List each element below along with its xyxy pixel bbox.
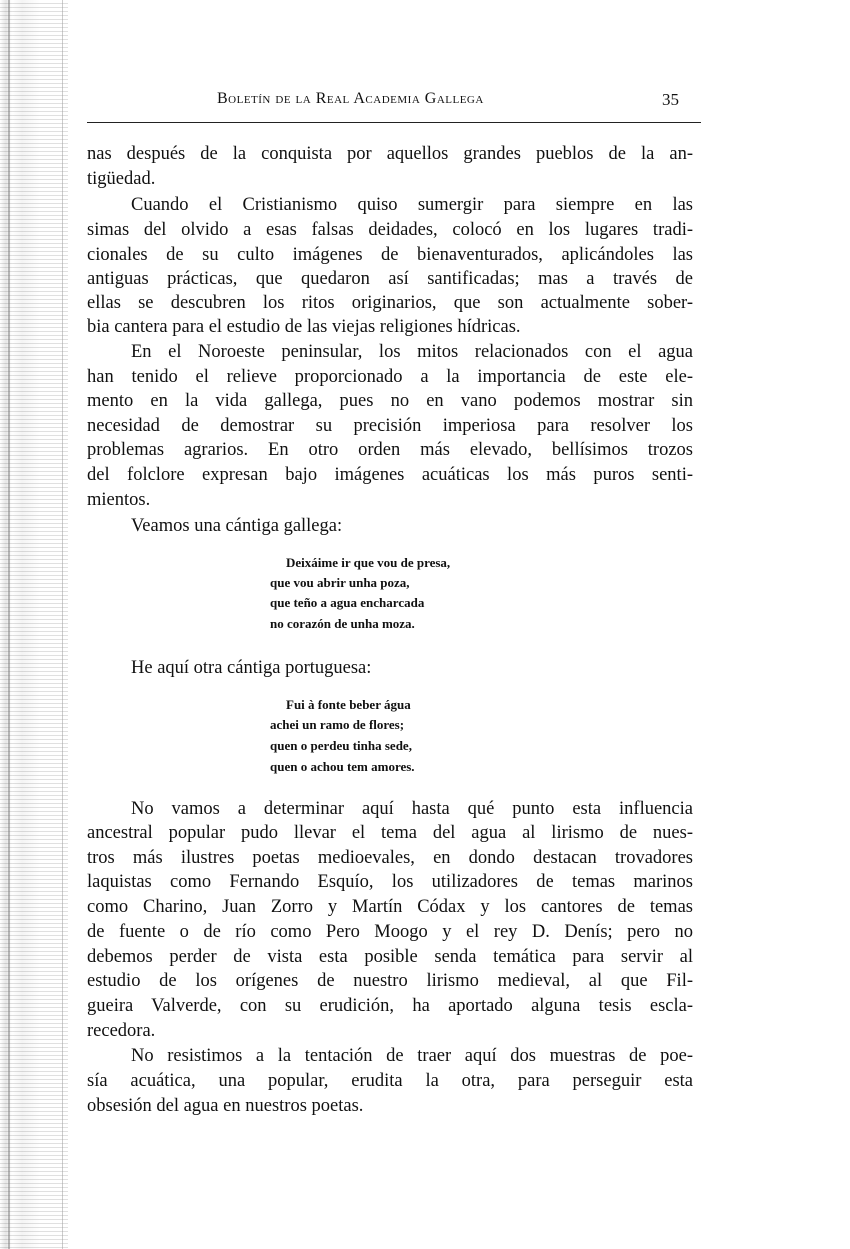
journal-title: Boletín de la Real Academia Gallega [217, 90, 484, 107]
verse-line: Deixáime ir que vou de presa, [286, 555, 451, 570]
paragraph-line: En el Noroeste peninsular, los mitos relacionados con el agua [131, 342, 693, 362]
paragraph-line: estudio de los orígenes de nuestro lirismo medieval, al que Fil- [87, 971, 693, 991]
paragraph-line: problemas agrarios. En otro orden más elevado, bellísimos trozos [87, 440, 693, 460]
running-header [87, 90, 693, 112]
paragraph-line: No vamos a determinar aquí hasta qué punto esta influencia [131, 799, 693, 819]
paragraph-line: del folclore expresan bajo imágenes acuáticas los más puros senti- [87, 465, 693, 485]
verse-line: quen o achou tem amores. [270, 759, 415, 774]
paragraph-line: No resistimos a la tentación de traer aquí dos muestras de poe- [131, 1046, 693, 1066]
paragraph-line: debemos perder de vista esta posible senda temática para servir al [87, 947, 693, 967]
scan-edge-shadow [0, 0, 68, 1249]
verse-line: que teño a agua encharcada [270, 595, 425, 610]
paragraph-line: He aquí otra cántiga portuguesa: [131, 658, 372, 678]
paragraph-line: ancestral popular pudo llevar el tema del agua al lirismo de nues- [87, 823, 693, 843]
paragraph-line: antiguas prácticas, que quedaron así santificadas; mas a través de [87, 269, 693, 289]
paragraph-line: cionales de su culto imágenes de bienaventurados, aplicándoles las [87, 245, 693, 265]
verse-line: Fui à fonte beber água [286, 697, 411, 712]
paragraph-line: simas del olvido a esas falsas deidades, colocó en los lugares tradi- [87, 220, 693, 240]
paragraph-line: recedora. [87, 1021, 156, 1041]
verse-line: que vou abrir unha poza, [270, 575, 410, 590]
paragraph-line: sía acuática, una popular, erudita la otra, para perseguir esta [87, 1071, 693, 1091]
paragraph-line: Cuando el Cristianismo quiso sumergir para siempre en las [131, 195, 693, 215]
paragraph-line: han tenido el relieve proporcionado a la importancia de este ele- [87, 367, 693, 387]
paragraph-line: necesidad de demostrar su precisión imperiosa para resolver los [87, 416, 693, 436]
paragraph-line: Veamos una cántiga gallega: [131, 516, 343, 536]
paragraph-line: nas después de la conquista por aquellos grandes pueblos de la an- [87, 144, 693, 164]
paragraph-line: como Charino, Juan Zorro y Martín Códax y los cantores de temas [87, 897, 693, 917]
paragraph-line: laquistas como Fernando Esquío, los utilizadores de temas marinos [87, 872, 693, 892]
verse-line: achei un ramo de flores; [270, 717, 405, 732]
paragraph-line: mento en la vida gallega, pues no en vano podemos mostrar sin [87, 391, 693, 411]
paragraph-line: bia cantera para el estudio de las viejas religiones hídricas. [87, 317, 521, 337]
verse-line: quen o perdeu tinha sede, [270, 738, 412, 753]
paragraph-line: mientos. [87, 490, 151, 510]
paragraph-line: ellas se descubren los ritos originarios, que son actualmente sober- [87, 293, 693, 313]
paragraph-line: tigüedad. [87, 169, 156, 189]
paragraph-line: gueira Valverde, con su erudición, ha aportado alguna tesis escla- [87, 996, 693, 1016]
verse-line: no corazón de unha moza. [270, 616, 415, 631]
header-rule [87, 122, 701, 123]
page-number: 35 [662, 90, 679, 109]
paragraph-line: obsesión del agua en nuestros poetas. [87, 1096, 364, 1116]
paragraph-line: de fuente o de río como Pero Moogo y el rey D. Denís; pero no [87, 922, 693, 942]
paragraph-line: tros más ilustres poetas medioevales, en dondo destacan trovadores [87, 848, 693, 868]
